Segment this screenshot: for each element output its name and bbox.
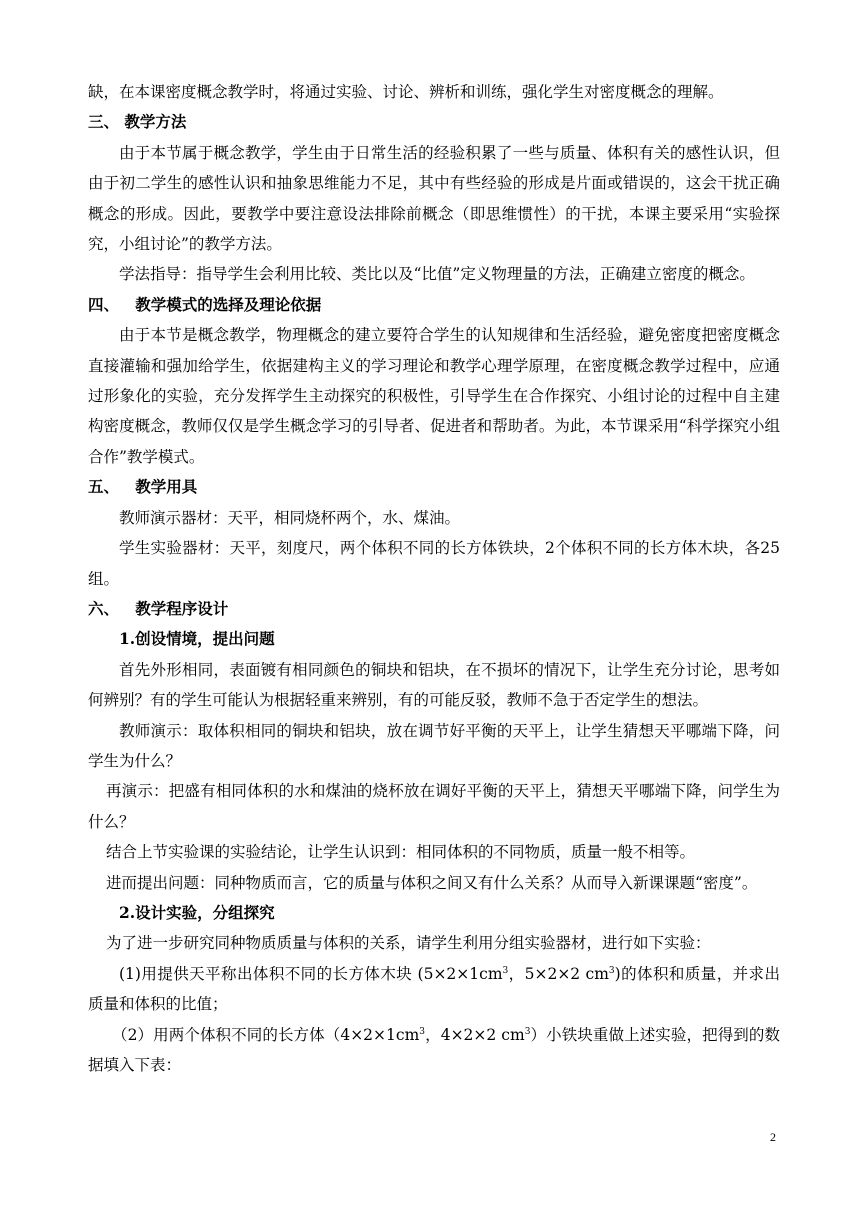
heading-teaching-methods: 三、 教学方法 (88, 112, 187, 132)
step-1-text-c: )的体积和质量，并求出质量和体积的比值； (88, 964, 780, 1014)
paragraph-teacher-tools: 教师演示器材：天平，相同烧杯两个，水、煤油。 (119, 508, 461, 527)
paragraph-question: 进而提出问题：同种物质而言，它的质量与体积之间又有什么关系？从而导入新课课题“密度”。 (106, 873, 758, 892)
paragraph-study-guide: 学法指导：指导学生会利用比较、类比以及“比值”定义物理量的方法，正确建立密度的概念。 (119, 265, 755, 284)
step-2-text-a: （2）用两个体积不同的长方体（4×2×1cm (112, 1025, 420, 1044)
document-page (88, 77, 780, 1080)
paragraph-intro-tail: 缺，在本课密度概念教学时，将通过实验、讨论、辨析和训练，强化学生对密度概念的理解。 (88, 83, 724, 101)
cube-superscript: 3 (419, 1026, 426, 1037)
step-2-text-c: ）小铁块重做上述实验，把得到的数据填入下表： (88, 1025, 780, 1074)
heading-teaching-model: 四、 教学模式的选择及理论依据 (88, 294, 322, 314)
subheading-scenario: 1.创设情境，提出问题 (119, 629, 275, 649)
cube-superscript: 3 (608, 965, 615, 976)
paragraph-step-2 (88, 1020, 780, 1081)
page-number: 2 (770, 1130, 776, 1144)
paragraph-conclusion: 结合上节实验课的实验结论，让学生认识到：相同体积的不同物质，质量一般不相等。 (106, 843, 696, 862)
paragraph-model: 由于本节是概念教学，物理概念的建立要符合学生的认知规律和生活经验，避免密度把密度概念直接灌输和强加给学生，依据建构主义的学习理论和教学心理学原理，在密度概念教学过程中，应通过形象化的实验，充分发挥学生主动探究的积极性，引导学生在合作探究、小组讨论的过程中自主建构密度概念，教师仅仅是学生概念学习的引导者、促进者和帮助者。为此，本节课采用“科学探究小组合作”教学模式。 (88, 326, 780, 466)
subheading-experiment: 2.设计实验，分组探究 (119, 902, 275, 922)
paragraph-methods: 由于本节属于概念教学，学生由于日常生活的经验积累了一些与质量、体积有关的感性认识，但由于初二学生的感性认识和抽象思维能力不足，其中有些经验的形成是片面或错误的，这会干扰正确概念的形成。因此，要教学中要注意设法排除前概念（即思维惯性）的干扰，本课主要采用“实验探究，小组讨论”的教学方法。 (88, 143, 780, 254)
step-1-text-b: ，5×2×2 cm (508, 964, 609, 983)
paragraph-second-demo: 再演示：把盛有相同体积的水和煤油的烧杯放在调好平衡的天平上，猜想天平哪端下降，问学生为什么？ (88, 782, 780, 831)
paragraph-student-tools: 学生实验器材：天平，刻度尺，两个体积不同的长方体铁块，2个体积不同的长方体木块，各25组。 (88, 539, 780, 588)
cube-superscript: 3 (502, 965, 509, 976)
paragraph-teacher-demo: 教师演示：取体积相同的铜块和铝块，放在调节好平衡的天平上，让学生猜想天平哪端下降，问学生为什么？ (88, 721, 780, 770)
step-1-text-a: (1)用提供天平称出体积不同的长方体木块 (5×2×1cm (119, 964, 503, 983)
step-2-text-b: ，4×2×2 cm (425, 1025, 525, 1044)
paragraph-step-1 (88, 959, 780, 1020)
cube-superscript: 3 (524, 1026, 531, 1037)
paragraph-scenario: 首先外形相同，表面镀有相同颜色的铜块和铝块，在不损坏的情况下，让学生充分讨论，思考如何辨别？有的学生可能认为根据轻重来辨别，有的可能反驳，教师不急于否定学生的想法。 (88, 660, 780, 710)
heading-procedure: 六、 教学程序设计 (88, 598, 229, 618)
heading-teaching-tools: 五、 教学用具 (88, 477, 198, 497)
paragraph-experiment-intro: 为了进一步研究同种物质质量与体积的关系，请学生利用分组实验器材，进行如下实验： (106, 934, 711, 953)
